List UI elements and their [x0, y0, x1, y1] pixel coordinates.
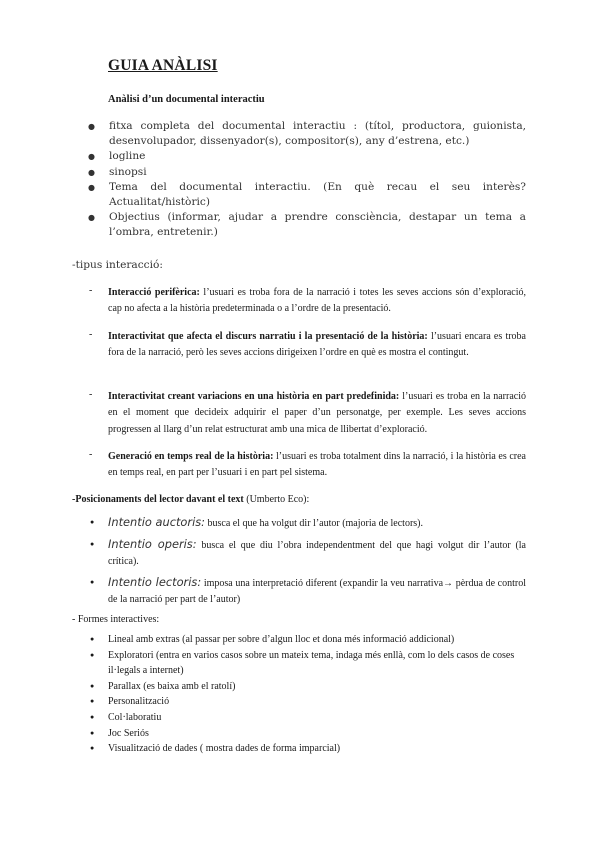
interaction-type-item — [108, 449, 526, 482]
interaction-type-item — [108, 329, 526, 362]
list-item: ● fitxa completa del documental interactiu : (títol, productora, guionista, desenvolupador, dissenyador(s), compositor(s), any d’estrena, etc.) — [88, 119, 526, 149]
interaction-description: l’usuari es troba en la narració en el moment que decideix adquirir el paper d’un personatge, per exemple. Les seves accions progressen al llarg d’un relat estructurat amb una mica de llibertat d’exploració. — [108, 391, 526, 435]
dash-marker: - — [89, 449, 93, 460]
position-description: busca el que diu l’obra independentment del que hagi volgut dir l’autor (la crítica). — [108, 539, 526, 568]
interaction-description: l’usuari encara es troba fora de la narració, però les seves accions dirigeixen l’ordre en què es mostra el contingut. — [108, 331, 526, 359]
list-item: ● Joc Seriós — [90, 726, 526, 742]
analysis-checklist — [88, 119, 526, 241]
position-term: Intentio lectoris: — [108, 574, 202, 589]
interaction-heading: -tipus interacció: — [72, 259, 163, 271]
position-term: Intentio operis: — [108, 536, 197, 551]
list-item: ● sinopsi — [88, 165, 526, 180]
list-item: ● Lineal amb extras (al passar per sobre d’algun lloc et dona més informació addicional) — [90, 632, 526, 648]
positions-heading-rest: (Umberto Eco): — [243, 494, 310, 505]
list-item: ● Exploratori (entra en varios casos sobre un mateix tema, indaga més enllà, com lo dels casos de coses il·legals a internet) — [90, 648, 526, 679]
list-item — [90, 574, 526, 609]
list-item: ● Personalització — [90, 694, 526, 710]
list-item — [90, 514, 526, 533]
forms-list — [90, 632, 526, 757]
interaction-description: l’usuari es troba fora de la narració i totes les seves accions són d’exploració, cap no afecta a la història predeterminada o a l’ordre de la presentació. — [108, 287, 526, 315]
list-item: ● logline — [88, 149, 526, 164]
interaction-term: Generació en temps real de la història: — [108, 451, 274, 462]
positions-heading-bold: -Posicionaments del lector davant el text — [72, 494, 244, 505]
list-item: ● Visualització de dades ( mostra dades de forma imparcial) — [90, 741, 526, 757]
position-term: Intentio auctoris: — [108, 515, 206, 529]
list-item: ● Tema del documental interactiu. (En què recau el seu interès? Actualitat/històric) — [88, 180, 526, 210]
position-description: busca el que ha volgut dir l’autor (majoria de lectors). — [205, 518, 423, 529]
document-title: GUIA ANÀLISI — [108, 57, 218, 74]
dash-marker: - — [89, 389, 93, 400]
positions-list — [90, 514, 526, 612]
dash-marker: - — [89, 285, 93, 296]
interaction-description: l’usuari es troba totalment dins la narració, i la història es crea en temps real, en part per l’usuari i en part pel sistema. — [108, 451, 526, 479]
interaction-term: Interactivitat creant variacions en una història en part predefinida: — [108, 391, 400, 402]
positions-heading — [72, 494, 309, 505]
interaction-type-item — [108, 285, 526, 318]
interaction-type-item — [108, 389, 526, 438]
forms-heading: - Formes interactives: — [72, 614, 160, 625]
list-item: ● Objectius (informar, ajudar a prendre consciència, destapar un tema a l’ombra, entretenir.) — [88, 210, 526, 240]
list-item — [90, 536, 526, 571]
list-item: ● Col·laboratiu — [90, 710, 526, 726]
position-description: imposa una interpretació diferent (expandir la veu narrativa→ pèrdua de control de la narració per part de l’autor) — [108, 577, 527, 606]
document-subtitle: Anàlisi d’un documental interactiu — [108, 94, 265, 105]
interaction-term: Interactivitat que afecta el discurs narratiu i la presentació de la història: — [108, 331, 428, 342]
list-item: ● Parallax (es baixa amb el ratolí) — [90, 679, 526, 695]
dash-marker: - — [89, 329, 93, 340]
interaction-term: Interacció perifèrica: — [108, 287, 200, 298]
